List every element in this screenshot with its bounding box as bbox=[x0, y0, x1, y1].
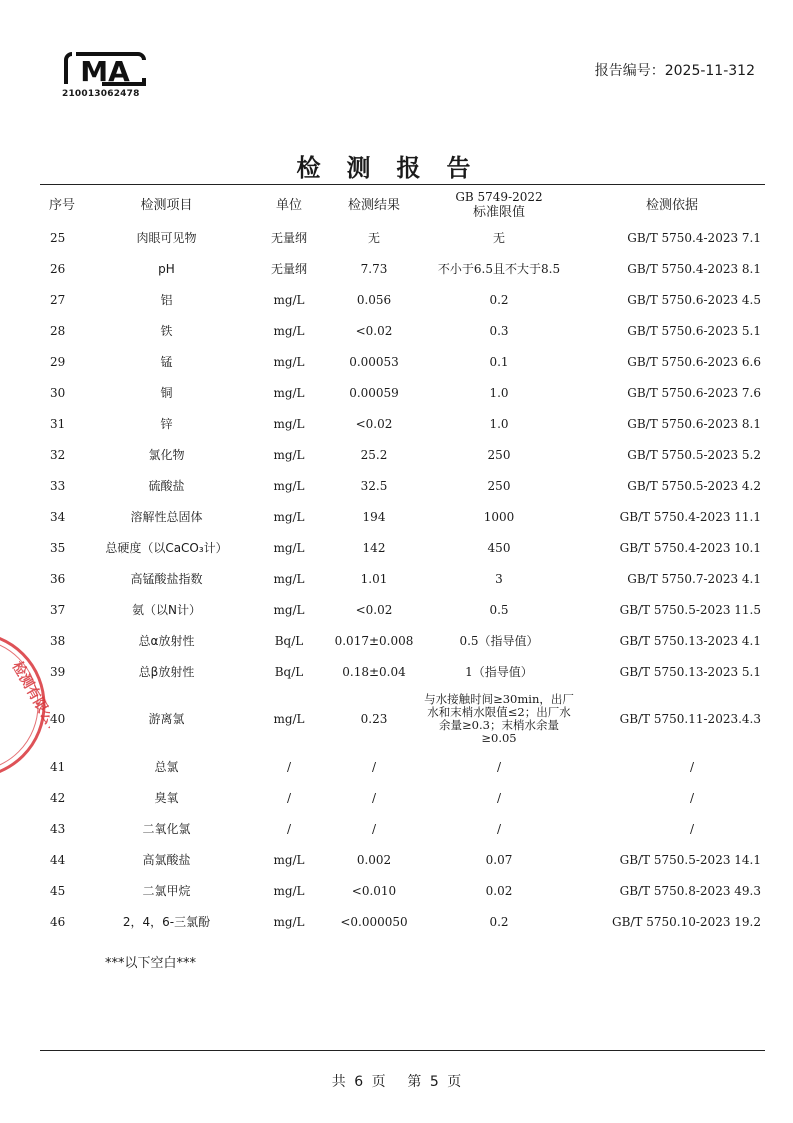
row-item: 总α放射性 bbox=[138, 633, 195, 648]
header-item: 检测项目 bbox=[140, 197, 193, 213]
row-unit: mg/L bbox=[273, 509, 305, 524]
row-result: 0.23 bbox=[360, 712, 388, 726]
row-limit: / bbox=[496, 790, 502, 805]
row-result: / bbox=[371, 790, 377, 805]
row-result: <0.010 bbox=[351, 883, 397, 898]
row-item: 二氯甲烷 bbox=[142, 883, 191, 898]
row-result: 1.01 bbox=[360, 571, 388, 586]
row-basis: GB/T 5750.6-2023 7.6 bbox=[627, 385, 761, 400]
row-limit: 1000 bbox=[483, 509, 515, 524]
report-number bbox=[595, 60, 755, 80]
footer-total-label: 共 bbox=[331, 1074, 346, 1090]
row-unit: mg/L bbox=[273, 571, 305, 586]
row-basis: GB/T 5750.4-2023 11.1 bbox=[619, 509, 761, 524]
row-limit: 0.3 bbox=[489, 323, 509, 338]
row-limit: / bbox=[496, 759, 502, 774]
row-item: 氯化物 bbox=[148, 447, 185, 462]
header-basis: 检测依据 bbox=[645, 197, 698, 213]
row-index: 46 bbox=[50, 914, 66, 929]
table-row bbox=[40, 253, 765, 284]
row-unit: mg/L bbox=[273, 323, 305, 338]
row-result: <0.02 bbox=[355, 416, 393, 431]
row-index: 32 bbox=[50, 447, 66, 462]
row-limit: 与水接触时间≥30min，出厂水和末梢水限值≤2；出厂水余量≥0.3；末梢水余量≥0.05 bbox=[424, 692, 574, 745]
row-unit: mg/L bbox=[273, 602, 305, 617]
row-result: 0.00053 bbox=[349, 354, 399, 369]
row-unit: mg/L bbox=[273, 478, 305, 493]
row-item: 2，4，6-三氯酚 bbox=[122, 914, 211, 929]
row-unit: mg/L bbox=[273, 712, 305, 726]
table-row bbox=[40, 813, 765, 844]
row-basis: / bbox=[689, 790, 695, 805]
row-basis: GB/T 5750.13-2023 4.1 bbox=[619, 633, 761, 648]
row-index: 35 bbox=[50, 540, 66, 555]
row-limit: 0.2 bbox=[489, 914, 509, 929]
row-item: 氨（以N计） bbox=[132, 602, 201, 617]
row-basis: GB/T 5750.6-2023 8.1 bbox=[627, 416, 761, 431]
row-basis: GB/T 5750.4-2023 10.1 bbox=[619, 540, 761, 555]
row-result: 142 bbox=[362, 540, 386, 555]
row-result: / bbox=[371, 759, 377, 774]
seal-text: 检测有限公司 bbox=[8, 659, 50, 740]
cma-mark-icon bbox=[62, 50, 148, 88]
row-unit: mg/L bbox=[273, 540, 305, 555]
row-item: pH bbox=[158, 261, 175, 276]
row-index: 38 bbox=[50, 633, 66, 648]
row-item: 总β放射性 bbox=[138, 664, 195, 679]
row-unit: mg/L bbox=[273, 416, 305, 431]
row-limit: 不小于6.5且不大于8.5 bbox=[437, 261, 561, 276]
blank-below-note: ***以下空白*** bbox=[105, 956, 197, 971]
row-result: / bbox=[371, 821, 377, 836]
row-basis: GB/T 5750.6-2023 4.5 bbox=[627, 292, 761, 307]
row-result: 32.5 bbox=[360, 478, 388, 493]
row-limit: 0.2 bbox=[489, 292, 509, 307]
results-table bbox=[40, 188, 765, 937]
row-item: 溶解性总固体 bbox=[130, 509, 203, 524]
row-basis: GB/T 5750.13-2023 5.1 bbox=[619, 664, 761, 679]
row-limit: 0.1 bbox=[489, 354, 509, 369]
table-top-rule bbox=[40, 184, 765, 185]
row-item: 铝 bbox=[160, 292, 173, 307]
row-basis: GB/T 5750.6-2023 6.6 bbox=[627, 354, 761, 369]
row-limit: 1（指导值） bbox=[465, 664, 533, 679]
row-result: 0.00059 bbox=[349, 385, 399, 400]
row-result: 194 bbox=[362, 509, 386, 524]
header-unit: 单位 bbox=[275, 197, 302, 213]
footer-current-label: 第 bbox=[407, 1074, 422, 1090]
row-index: 41 bbox=[50, 759, 66, 774]
page-title: 检测报告 bbox=[296, 154, 497, 182]
row-result: 25.2 bbox=[360, 447, 388, 462]
row-item: 游离氯 bbox=[148, 712, 185, 726]
row-basis: GB/T 5750.11-2023.4.3 bbox=[619, 712, 761, 726]
row-result: 无 bbox=[367, 230, 380, 245]
table-row bbox=[40, 532, 765, 563]
row-result: <0.02 bbox=[355, 602, 393, 617]
row-unit: / bbox=[286, 821, 292, 836]
row-basis: GB/T 5750.7-2023 4.1 bbox=[627, 571, 761, 586]
row-item: 铁 bbox=[160, 323, 173, 338]
table-row bbox=[40, 408, 765, 439]
row-item: 总氯 bbox=[154, 759, 179, 774]
row-item: 锰 bbox=[160, 354, 173, 369]
row-unit: mg/L bbox=[273, 852, 305, 867]
row-unit: mg/L bbox=[273, 447, 305, 462]
row-basis: GB/T 5750.5-2023 14.1 bbox=[619, 852, 761, 867]
table-row bbox=[40, 751, 765, 782]
row-limit: 0.5 bbox=[489, 602, 509, 617]
cma-logo-text: MA bbox=[80, 55, 130, 88]
row-item: 锌 bbox=[160, 416, 173, 431]
row-index: 30 bbox=[50, 385, 66, 400]
row-basis: GB/T 5750.10-2023 19.2 bbox=[611, 914, 761, 929]
row-index: 28 bbox=[50, 323, 66, 338]
row-limit: 450 bbox=[487, 540, 511, 555]
row-basis: GB/T 5750.5-2023 5.2 bbox=[627, 447, 761, 462]
footer-current-page: 5 bbox=[429, 1074, 439, 1090]
row-item: 高氯酸盐 bbox=[142, 852, 191, 867]
table-row bbox=[40, 594, 765, 625]
report-number-value: 2025-11-312 bbox=[664, 63, 755, 79]
page-footer bbox=[0, 1071, 793, 1091]
row-index: 29 bbox=[50, 354, 66, 369]
row-index: 37 bbox=[50, 602, 66, 617]
row-result: 0.017±0.008 bbox=[334, 633, 414, 648]
table-header-row bbox=[40, 188, 765, 222]
table-row bbox=[40, 346, 765, 377]
row-basis: / bbox=[689, 759, 695, 774]
row-index: 31 bbox=[50, 416, 66, 431]
table-row bbox=[40, 377, 765, 408]
row-unit: mg/L bbox=[273, 914, 305, 929]
table-row bbox=[40, 501, 765, 532]
table-row bbox=[40, 875, 765, 906]
row-unit: / bbox=[286, 790, 292, 805]
row-result: 7.73 bbox=[360, 261, 388, 276]
row-limit: 250 bbox=[487, 447, 511, 462]
row-limit: 1.0 bbox=[489, 385, 509, 400]
row-limit: 250 bbox=[487, 478, 511, 493]
row-result: <0.02 bbox=[355, 323, 393, 338]
row-limit: 无 bbox=[492, 230, 505, 245]
row-basis: / bbox=[689, 821, 695, 836]
row-item: 高锰酸盐指数 bbox=[130, 571, 203, 586]
cma-code: 210013062478 bbox=[62, 89, 140, 99]
row-unit: / bbox=[286, 759, 292, 774]
row-index: 39 bbox=[50, 664, 66, 679]
row-unit: 无量纲 bbox=[270, 230, 307, 245]
row-item: 硫酸盐 bbox=[148, 478, 185, 493]
table-row bbox=[40, 284, 765, 315]
table-row bbox=[40, 625, 765, 656]
table-row bbox=[40, 315, 765, 346]
row-limit: 0.02 bbox=[485, 883, 513, 898]
footer-total-pages: 6 bbox=[354, 1074, 364, 1090]
row-limit: 3 bbox=[495, 571, 503, 586]
report-number-label: 报告编号： bbox=[594, 63, 665, 79]
row-basis: GB/T 5750.5-2023 4.2 bbox=[627, 478, 761, 493]
row-index: 27 bbox=[50, 292, 66, 307]
row-index: 45 bbox=[50, 883, 66, 898]
table-row bbox=[40, 470, 765, 501]
row-limit: 0.07 bbox=[485, 852, 513, 867]
row-unit: mg/L bbox=[273, 354, 305, 369]
table-row bbox=[40, 656, 765, 687]
row-item: 总硬度（以CaCO₃计） bbox=[105, 540, 228, 555]
row-basis: GB/T 5750.4-2023 7.1 bbox=[627, 230, 761, 245]
row-index: 43 bbox=[50, 821, 66, 836]
row-item: 二氧化氯 bbox=[142, 821, 191, 836]
row-unit: mg/L bbox=[273, 385, 305, 400]
header-limit-standard: GB 5749-2022 bbox=[455, 190, 543, 204]
row-result: 0.18±0.04 bbox=[342, 664, 406, 679]
row-limit: 0.5（指导值） bbox=[459, 633, 539, 648]
row-index: 36 bbox=[50, 571, 66, 586]
table-row bbox=[40, 906, 765, 937]
row-index: 42 bbox=[50, 790, 66, 805]
row-index: 26 bbox=[50, 261, 66, 276]
company-seal bbox=[0, 625, 50, 785]
row-unit: Bq/L bbox=[274, 633, 304, 648]
header-limit-label: 标准限值 bbox=[472, 205, 525, 220]
row-index: 40 bbox=[50, 712, 66, 726]
row-index: 34 bbox=[50, 509, 66, 524]
table-row bbox=[40, 844, 765, 875]
row-index: 25 bbox=[50, 230, 66, 245]
row-item: 肉眼可见物 bbox=[136, 230, 197, 245]
footer-page-unit-1: 页 bbox=[371, 1074, 386, 1090]
table-row bbox=[40, 782, 765, 813]
row-basis: GB/T 5750.6-2023 5.1 bbox=[627, 323, 761, 338]
table-row bbox=[40, 687, 765, 751]
table-row bbox=[40, 439, 765, 470]
row-item: 铜 bbox=[160, 385, 173, 400]
row-result: 0.002 bbox=[356, 852, 392, 867]
row-unit: mg/L bbox=[273, 292, 305, 307]
header-index: 序号 bbox=[48, 197, 75, 213]
row-limit: / bbox=[496, 821, 502, 836]
table-row bbox=[40, 563, 765, 594]
row-index: 44 bbox=[50, 852, 66, 867]
row-basis: GB/T 5750.4-2023 8.1 bbox=[627, 261, 761, 276]
row-unit: 无量纲 bbox=[270, 261, 307, 276]
row-basis: GB/T 5750.8-2023 49.3 bbox=[619, 883, 761, 898]
table-row bbox=[40, 222, 765, 253]
seal-icon bbox=[0, 625, 50, 785]
row-result: <0.000050 bbox=[340, 914, 408, 929]
row-unit: mg/L bbox=[273, 883, 305, 898]
row-item: 臭氧 bbox=[154, 790, 179, 805]
row-unit: Bq/L bbox=[274, 664, 304, 679]
header-limit bbox=[419, 188, 579, 222]
footer-rule bbox=[40, 1050, 765, 1051]
row-limit: 1.0 bbox=[489, 416, 509, 431]
footer-page-unit-2: 页 bbox=[447, 1074, 462, 1090]
row-index: 33 bbox=[50, 478, 66, 493]
row-result: 0.056 bbox=[356, 292, 392, 307]
cma-logo bbox=[62, 50, 152, 99]
row-basis: GB/T 5750.5-2023 11.5 bbox=[619, 602, 761, 617]
header-result: 检测结果 bbox=[347, 197, 400, 213]
